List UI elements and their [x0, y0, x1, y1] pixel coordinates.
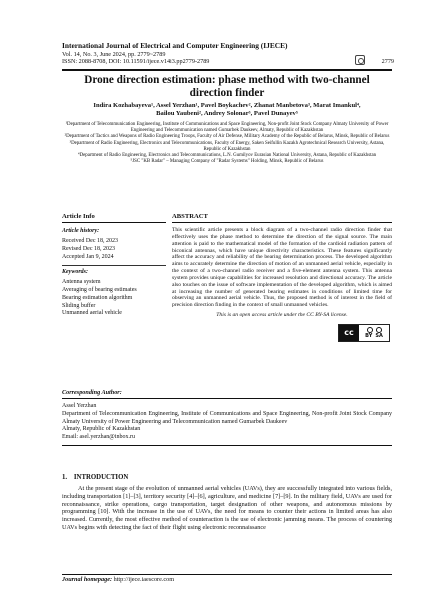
history-accepted: Accepted Jan 9, 2024 — [62, 253, 114, 260]
introduction-text: At the present stage of the evolution of unmanned aerial vehicles (UAVs), they are successfully integrated into various fields, including transportation [1]–[3], territory security [4]–[6], agriculture, and medicine [7]–[9]. In the military field, UAVs are used for reconnaissance, strike operations, cargo transportation, target designation of other weapons, and autonomous missions by programming [10]. With the increase in the use of UAVs, the need for means to counter their actions in limited areas has also increased. Currently, the most effective method of counteraction is the use of electronic jamming means. The process of countering UAVs begins with detecting the fact of their flight using electronic reconnaissance — [62, 485, 392, 531]
affiliation-1: ¹Department of Telecommunication Engineering, Institute of Communications and Space Engineering, Non-profit Joint Stock Company Almaty University of Power Engineering and Telecommunication named Gumarbek Daukeev, Almaty, Republic of Kazakhstan — [65, 122, 389, 134]
corresponding-end-rule — [62, 445, 392, 446]
keyword-item: Antenna system — [62, 279, 101, 286]
authors-line-2: Bailou Yaubeni², Andrey Solonar⁵, Pavel Dunayev⁵ — [156, 110, 298, 118]
affiliation-3: ³Department of Radio Engineering, Electronics and Telecommunications, Faculty of Energy, Saken Seifullin Kazakh Agrotechnical Research University, Astana, Republic of Kazakhstan — [69, 140, 385, 152]
header-rule — [62, 69, 392, 71]
page-footer — [62, 574, 392, 584]
paper-title: Drone direction estimation: phase method with two-channel direction finder — [84, 74, 370, 99]
keyword-item: Averaging of bearing estimates — [62, 286, 137, 293]
journal-issn: ISSN: 2088-8708, DOI: 10.11591/ijece.v14i3.pp2779-2789 — [62, 58, 210, 65]
affiliation-5: ⁵JSC "KB Radar" – Managing Company of "Radar Systems" Holding, Minsk, Republic of Belarus — [130, 159, 324, 165]
history-revised: Revised Dec 18, 2023 — [62, 245, 115, 252]
cc-sa-label: SA — [375, 332, 383, 339]
journal-volume: Vol. 14, No. 3, June 2024, pp. 2779~2789 — [62, 50, 166, 58]
authors-line-1: Indira Kozhabayeva¹, Assel Yerzhan¹, Pavel Boykachev², Zhanat Manbetova³, Marat Imankul⁴, — [93, 102, 361, 109]
corresponding-rule — [62, 398, 392, 399]
corresponding-name: Assel Yerzhan — [62, 403, 97, 410]
corresponding-heading: Corresponding Author: — [62, 389, 122, 396]
article-info — [62, 213, 166, 318]
cc-by-label: BY — [365, 332, 373, 339]
corresponding-address: Department of Telecommunication Engineering, Institute of Communications and Space Engineering, Non-profit Joint Stock Company Almaty University of Power Engineering and Telecommunication named Gumarbek Daukeev — [62, 410, 392, 425]
corresponding-author — [62, 389, 392, 450]
abstract-rule — [172, 222, 392, 223]
corresponding-email[interactable]: Email: asel.yerzhan@inbox.ru — [62, 434, 136, 440]
footer-rule — [62, 574, 392, 575]
affiliations — [62, 122, 392, 165]
page-number: 2779 — [381, 58, 394, 65]
introduction-section — [62, 474, 392, 532]
author-list — [62, 102, 392, 118]
article-info-heading: Article Info — [62, 213, 95, 220]
affiliation-2: ²Department of Tactics and Weapons of Radio Engineering Troops, Faculty of Air Defense, Military Academy of the Republic of Belarus, Minsk, Republic of Belarus — [64, 134, 390, 140]
corresponding-city: Almaty, Republic of Kazakhstan — [62, 426, 141, 433]
footer-homepage — [62, 576, 392, 584]
article-history-heading: Article history: — [62, 228, 100, 235]
affiliation-4: ⁴Department of Radio Engineering, Electronics and Telecommunications, L.N. Gumilyov Eurasian National University, Astana, Republic of Kazakhstan — [77, 153, 377, 159]
footer-url-link[interactable]: http://ijece.iaescore.com — [113, 575, 175, 583]
journal-name: International Journal of Electrical and Computer Engineering (IJECE) — [62, 41, 288, 50]
cc-license-badge[interactable] — [172, 324, 390, 342]
keyword-item: Sliding buffer — [62, 302, 96, 309]
footer-label: Journal homepage: — [62, 575, 113, 583]
license-statement: This is an open access article under the CC BY-SA license. — [216, 311, 348, 318]
keyword-item: Bearing estimation algorithm — [62, 294, 133, 301]
keyword-item: Unmanned aerial vehicle — [62, 310, 122, 317]
keywords-divider — [62, 265, 166, 266]
abstract-text: This scientific article presents a block diagram of a two-channel radio direction finder that effectively uses the phase method to determine the direction of the signal source. The main attention is paid to the mathematical model of the formation of the cardioid radiation pattern of biconical antennas, which have unique directivity characteristics. These features significantly affect the accuracy and reliability of the bearing determination process. The developed algorithm aims to accurately determine the direction of motion of an unmanned aerial vehicle, especially in the context of a two-channel radio receiver and a five-element antenna system. This antenna system provides unique capabilities for increased resolution and directional accuracy. The article also touches on the issue of software implementation of the developed algorithm, which is aimed at increasing the number of generated bearing estimates in conditions of limited time for observing an unmanned aerial vehicle. Thus, the proposed method is of interest in the field of precision direction finding in the context of small unmanned vehicles. — [172, 227, 392, 309]
journal-logo-icon — [355, 55, 365, 65]
journal-header — [62, 42, 392, 65]
introduction-heading: 1. INTRODUCTION — [62, 474, 129, 481]
abstract — [172, 213, 392, 342]
abstract-heading: ABSTRACT — [172, 213, 208, 220]
creative-commons-icon: cc — [339, 325, 359, 341]
article-info-rule — [62, 222, 166, 223]
keywords-heading: Keywords: — [62, 269, 88, 276]
history-received: Received Dec 18, 2023 — [62, 238, 118, 245]
